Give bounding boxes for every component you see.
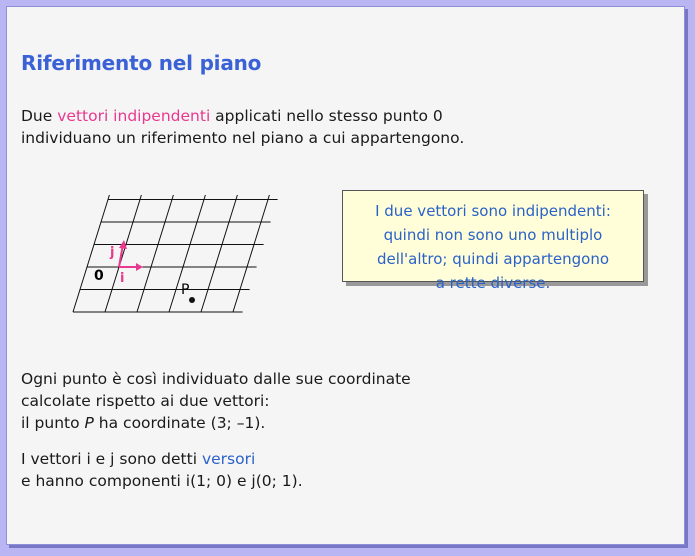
intro-line-2: individuano un riferimento nel piano a cui appartengono.: [21, 129, 465, 147]
intro-highlight: vettori indipendenti: [57, 107, 211, 125]
intro-line-1: [21, 105, 464, 127]
grid-lines: [73, 195, 278, 312]
coords-paragraph: [21, 368, 411, 434]
coords-text-post: ha coordinate (3; –1).: [93, 414, 266, 432]
intro-text-pre: Due: [21, 107, 58, 125]
coords-line-2: calcolate rispetto ai due vettori:: [21, 392, 270, 410]
note-line: dell'altro; quindi appartengono: [376, 250, 610, 268]
versori-line-2: e hanno componenti i(1; 0) e j(0; 1).: [21, 472, 303, 490]
intro-text-post: applicati nello stesso punto 0: [210, 107, 443, 125]
grid-line: [137, 195, 173, 312]
point-p: [189, 297, 195, 303]
versori-text-pre: I vettori i e j sono detti: [21, 450, 202, 468]
intro-paragraph: [21, 105, 464, 149]
grid-line: [201, 195, 237, 312]
grid-diagram: [47, 172, 287, 332]
origin-label: 0: [94, 268, 104, 284]
grid-line: [233, 195, 269, 312]
coords-line-1: Ogni punto è così individuato dalle sue coordinate: [21, 370, 411, 388]
vector-i-label: i: [120, 271, 125, 286]
versori-line-1: [21, 448, 303, 470]
point-p-label: P: [181, 282, 190, 298]
versori-paragraph: [21, 448, 303, 492]
versori-highlight: versori: [201, 450, 256, 468]
note-box: [342, 190, 644, 292]
note-line: quindi non sono uno multiplo: [383, 226, 603, 244]
slide-title: Riferimento nel piano: [21, 51, 262, 75]
slide: [6, 6, 685, 545]
vector-i-head: [136, 263, 143, 271]
vector-j-label: j: [110, 245, 115, 260]
note-line: I due vettori sono indipendenti:: [375, 202, 611, 220]
grid-line: [73, 195, 109, 312]
coords-text-pre: il punto: [21, 414, 85, 432]
note-line: a rette diverse.: [435, 274, 551, 292]
coords-point: P: [84, 414, 94, 432]
coords-line-3: [21, 412, 411, 434]
